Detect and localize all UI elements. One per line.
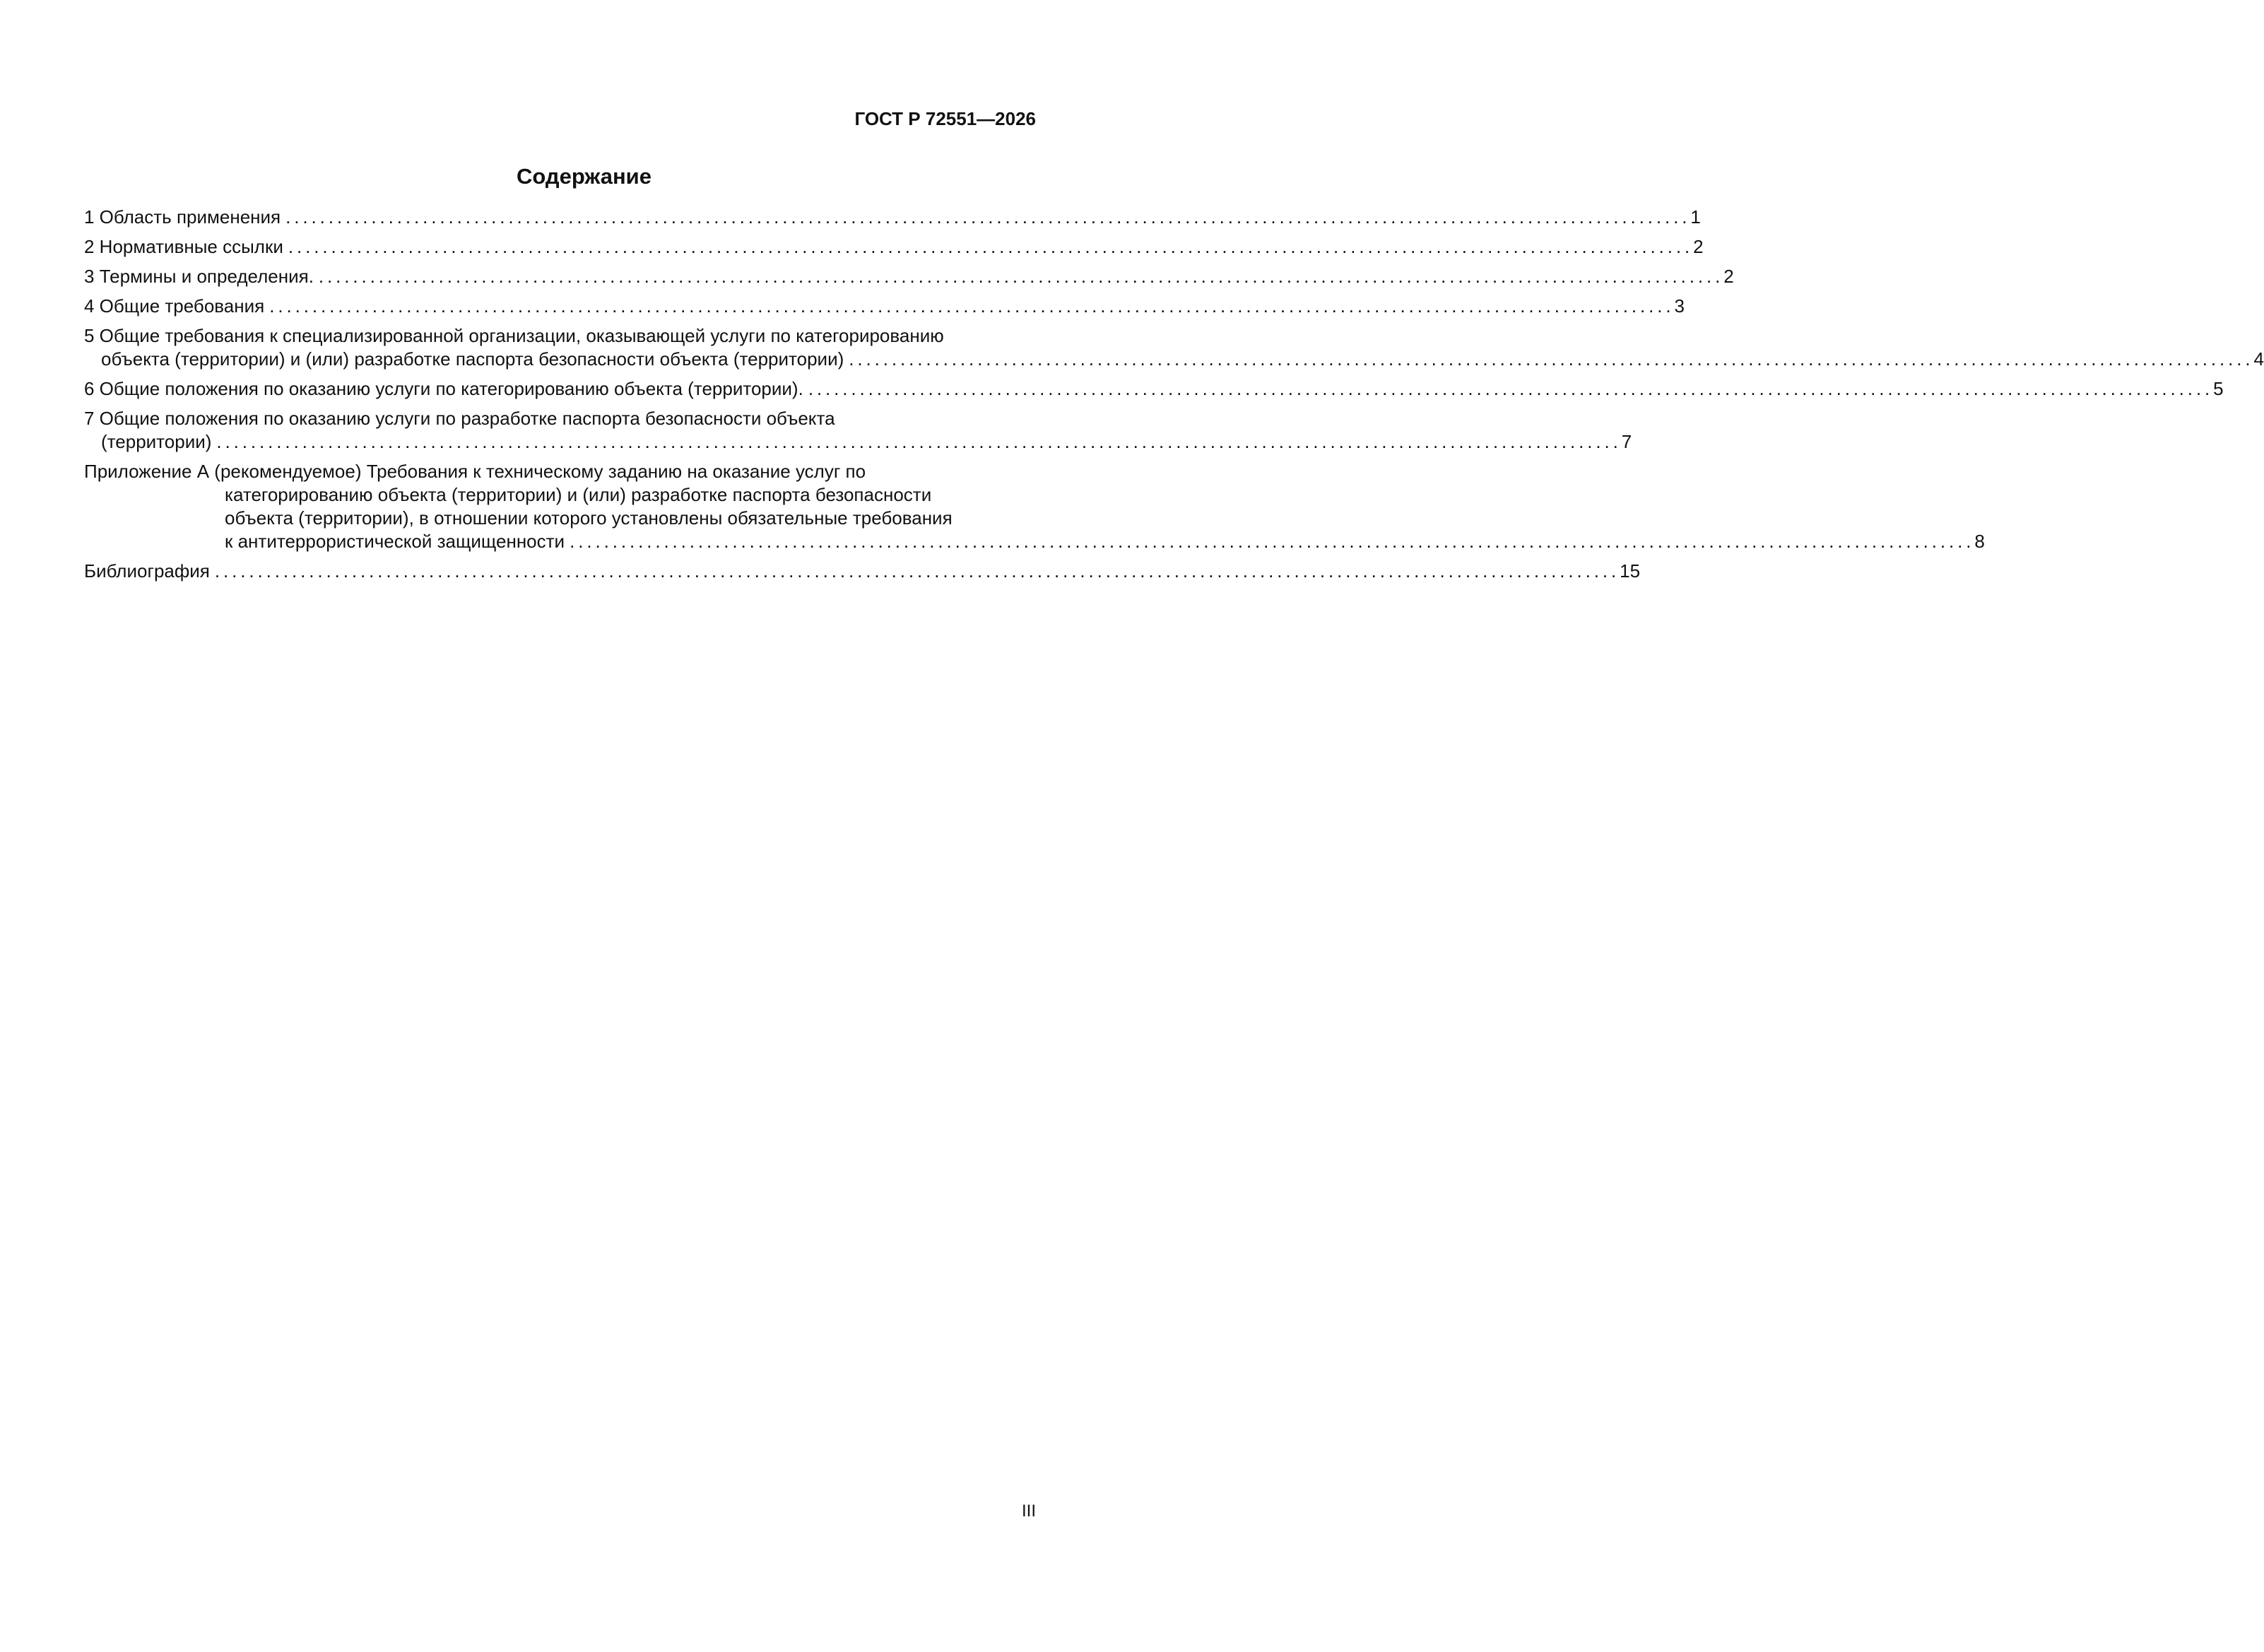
toc-entry-text: 2 Нормативные ссылки [84,236,283,257]
toc-page-number: 1 [1690,206,1701,228]
dot-leader: .................................................................................................................................................................... [849,348,2254,370]
toc-entry-text: 7 Общие положения по оказанию услуги по разработке паспорта безопасности объекта [84,408,835,429]
page-number: III [1021,1501,1036,1521]
toc-page-number: 3 [1674,295,1685,317]
toc-page-number: 2 [1723,266,1734,287]
toc-entry-bibliography[interactable] [84,560,1641,583]
dot-leader: .................................................................................................................................................................... [570,531,1975,552]
toc-title: Содержание [517,164,652,189]
toc-entry-text: 6 Общие положения по оказанию услуги по категорированию объекта (территории). [84,378,803,399]
dot-leader: .................................................................................................................................................................... [216,431,1622,452]
toc-entry-6[interactable] [84,377,2224,401]
toc-entry-text: (территории) [101,431,212,452]
toc-entry-text: 4 Общие требования [84,295,265,317]
toc-entry-text: Библиография [84,560,210,582]
dot-leader: .................................................................................................................................................................... [808,378,2214,399]
toc-entry-5[interactable] [84,324,2264,371]
dot-leader: .................................................................................................................................................................... [288,236,1694,257]
toc-page-number: 4 [2253,348,2264,370]
dot-leader: .................................................................................................................................................................... [318,266,1724,287]
dot-leader: .................................................................................................................................................................... [285,206,1691,228]
toc-entry-text: объекта (территории) и (или) разработке паспорта безопасности объекта (территории) [101,348,844,370]
dot-leader: .................................................................................................................................................................... [269,295,1675,317]
toc-entry-2[interactable] [84,235,1704,259]
toc-page-number: 7 [1621,431,1632,452]
toc-entry-text: Приложение А (рекомендуемое) Требования к техническому заданию на оказание услуг по [84,461,866,482]
document-code: ГОСТ Р 72551—2026 [854,108,1036,129]
toc-entry-text: объекта (территории), в отношении которого установлены обязательные требования [225,507,953,529]
table-of-contents [84,206,2264,589]
toc-entry-text: 1 Область применения [84,206,281,228]
toc-page-number: 5 [2213,378,2224,399]
toc-entry-4[interactable] [84,295,1685,318]
toc-entry-7[interactable] [84,407,1632,454]
toc-page-number: 2 [1693,236,1704,257]
toc-entry-appendix-a[interactable] [84,460,1985,553]
toc-entry-text: 3 Термины и определения. [84,266,314,287]
toc-entry-text: 5 Общие требования к специализированной организации, оказывающей услуги по категорированию [84,325,944,346]
toc-entry-text: к антитеррористической защищенности [225,531,565,552]
toc-entry-1[interactable] [84,206,1701,229]
toc-entry-3[interactable] [84,265,1734,288]
toc-page-number: 15 [1620,560,1641,582]
dot-leader: .................................................................................................................................................................... [214,560,1620,582]
toc-page-number: 8 [1974,531,1985,552]
toc-entry-text: категорированию объекта (территории) и (или) разработке паспорта безопасности [225,484,932,505]
